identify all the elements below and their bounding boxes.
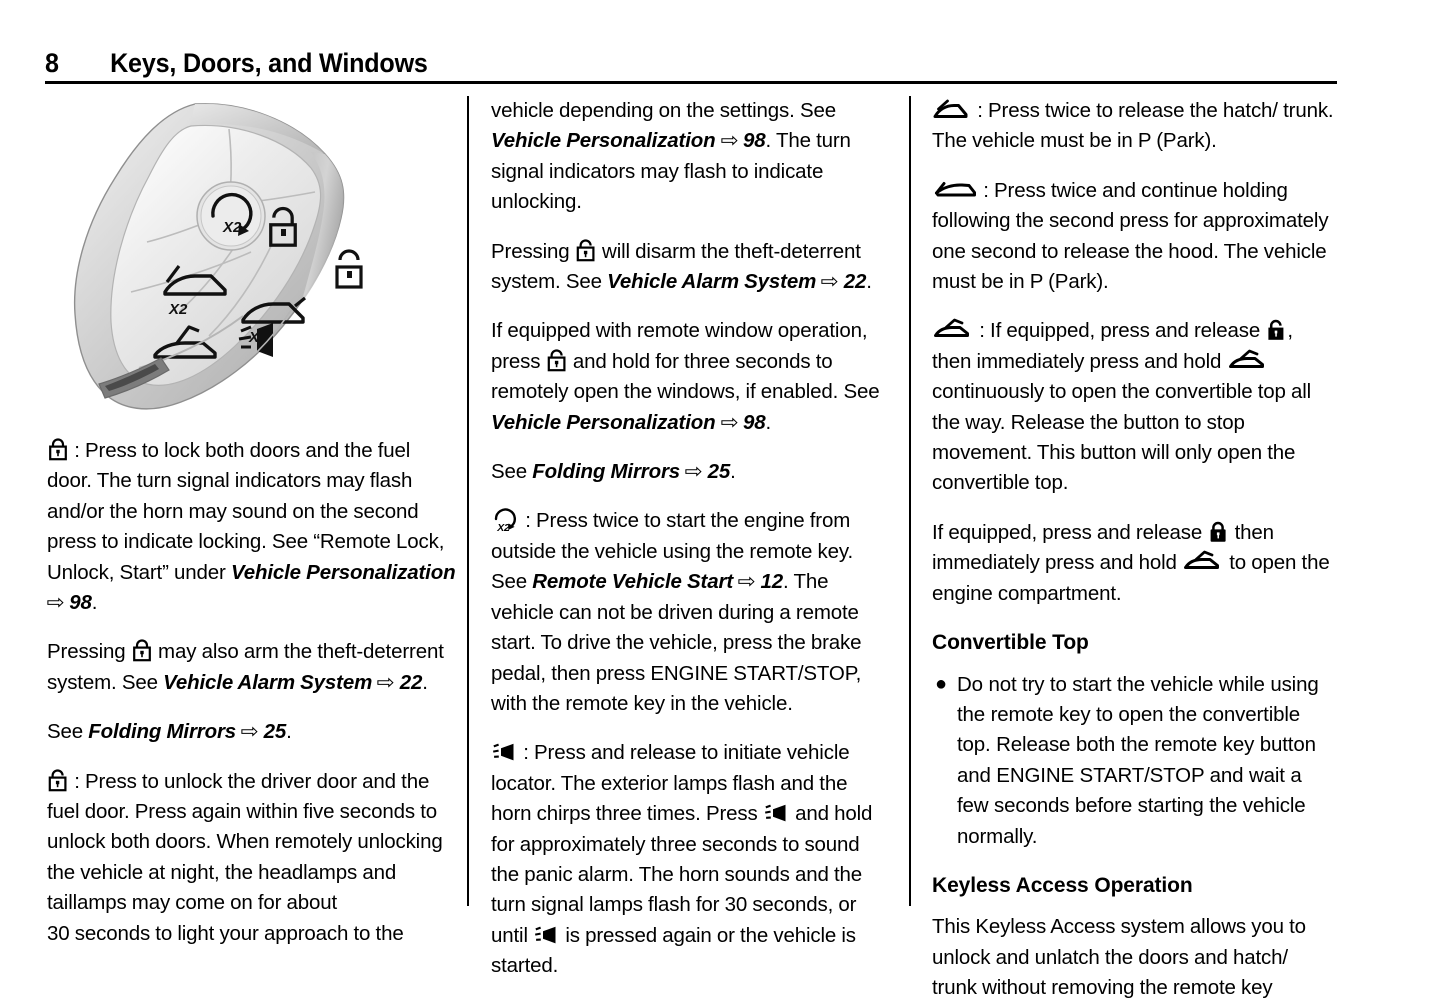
convertible-top-icon <box>1228 349 1268 372</box>
panic-horn-icon <box>764 803 789 823</box>
bullet-glyph: ● <box>935 672 947 695</box>
paragraph-hatch-release: : Press twice to release the hatch/ trunk. The vehicle must be in P (Park). <box>932 99 1334 153</box>
list-item-text: Do not try to start the vehicle while using the remote key to open the convertible top. Release both the remote key button and ENGINE START/STOP and wait a few seconds before starting the vehicle normally. <box>957 672 1319 848</box>
paragraph-unlock-continued: vehicle depending on the settings. See Vehicle Personalization ⇨ 98. The turn signal indicators may flash to indicate unlocking. <box>491 99 851 214</box>
paragraph-panic-alarm-description: : Press and release to initiate vehicle locator. The exterior lamps flash and the horn chirps three times. Press and hold for approximately three seconds to sound the panic alarm. The horn sounds and the turn signal lamps flash for 30 seconds, or until is pressed again or the vehicle is started. <box>491 741 873 978</box>
paragraph-folding-mirrors-ref: See Folding Mirrors ⇨ 25. <box>47 717 457 747</box>
column-divider-2 <box>909 96 911 906</box>
list-item <box>932 670 1337 852</box>
column-3 <box>932 96 1337 1004</box>
paragraph-lock-arm-alarm: Pressing may also arm the theft-deterrent system. See Vehicle Alarm System ⇨ 22. <box>47 637 457 698</box>
hood-release-icon <box>933 179 977 201</box>
panic-horn-icon <box>492 742 517 762</box>
page-header <box>45 48 1337 84</box>
page-title: Keys, Doors, and Windows <box>110 48 428 78</box>
svg-text:X2: X2 <box>223 219 242 236</box>
paragraph-convertible-top-open: : If equipped, press and release , then immediately press and hold continuously to open the convertible top all the way. Release the button to stop movement. This button will only open the convertible top. <box>932 319 1312 495</box>
paragraph-remote-window-operation: If equipped with remote window operation, press and hold for three seconds to remotely open the windows, if enabled. See Vehicle Personalization ⇨ 98. <box>491 316 886 438</box>
hatch-release-icon <box>933 99 971 121</box>
page-reference-arrow: ⇨ <box>720 129 739 153</box>
column-1 <box>47 96 457 949</box>
page-reference-arrow: ⇨ <box>737 570 756 594</box>
page-reference-arrow: ⇨ <box>377 670 395 694</box>
unlock-icon <box>48 769 68 792</box>
panic-horn-icon <box>534 925 559 945</box>
paragraph-remote-start-description: X2 : Press twice to start the engine from outside the vehicle using the remote key. See Remote Vehicle Start ⇨ 12. The vehicle can not be driven during a remote start. To drive the vehicle, press the brake pedal, then press ENGINE START/STOP, with the remote key in the vehicle. <box>491 509 862 715</box>
paragraph-hood-release: : Press twice and continue holding following the second press for approximately one second to release the hood. The vehicle must be in P (Park). <box>932 178 1329 294</box>
convertible-top-icon <box>933 318 973 341</box>
convertible-top-bullet-list <box>932 670 1337 852</box>
column-2 <box>491 96 886 982</box>
column-divider-1 <box>467 96 469 906</box>
unlock-icon <box>547 349 567 372</box>
page-number: 8 <box>45 48 59 78</box>
page-reference-arrow: ⇨ <box>720 410 739 434</box>
heading-keyless-access-operation: Keyless Access Operation <box>932 873 1193 897</box>
header-divider <box>45 81 1337 84</box>
svg-text:X2: X2 <box>169 301 188 318</box>
paragraph-unlock-description: : Press to unlock the driver door and the fuel door. Press again within five seconds to unlock both doors. When remotely unlocking the vehicle at night, the headlamps and taillamps may come on for about 30 seconds to light your approach to the <box>47 769 443 945</box>
page-reference-arrow: ⇨ <box>46 591 65 615</box>
unlock-icon <box>576 239 596 262</box>
convertible-top-icon <box>1183 550 1223 573</box>
remote-key-fob-illustration <box>43 96 383 426</box>
paragraph-lock-description: : Press to lock both doors and the fuel door. The turn signal indicators may flash and/or the horn may sound on the second press to indicate locking. See “Remote Lock, Unlock, Start” under Vehicle Personalization ⇨ 98. <box>47 436 457 618</box>
unlock-solid-icon <box>1266 319 1286 341</box>
lock-icon <box>48 438 68 461</box>
heading-convertible-top: Convertible Top <box>932 631 1089 655</box>
paragraph-disarm-theft-deterrent: Pressing will disarm the theft-deterrent system. See Vehicle Alarm System ⇨ 22. <box>491 237 886 298</box>
paragraph-keyless-access-intro: This Keyless Access system allows you to unlock and unlatch the doors and hatch/ trunk without removing the remote key <box>932 915 1306 1000</box>
page-reference-arrow: ⇨ <box>821 270 839 294</box>
paragraph-folding-mirrors-ref-2: See Folding Mirrors ⇨ 25. <box>491 457 886 487</box>
lock-icon <box>132 639 152 662</box>
remote-start-x2-icon <box>492 508 519 533</box>
paragraph-engine-compartment: If equipped, press and release then immediately press and hold to open the engine compartment. <box>932 520 1330 605</box>
page-reference-arrow: ⇨ <box>240 720 259 744</box>
lock-solid-icon <box>1208 521 1228 543</box>
page-reference-arrow: ⇨ <box>684 460 703 484</box>
svg-text:X2: X2 <box>497 522 510 534</box>
